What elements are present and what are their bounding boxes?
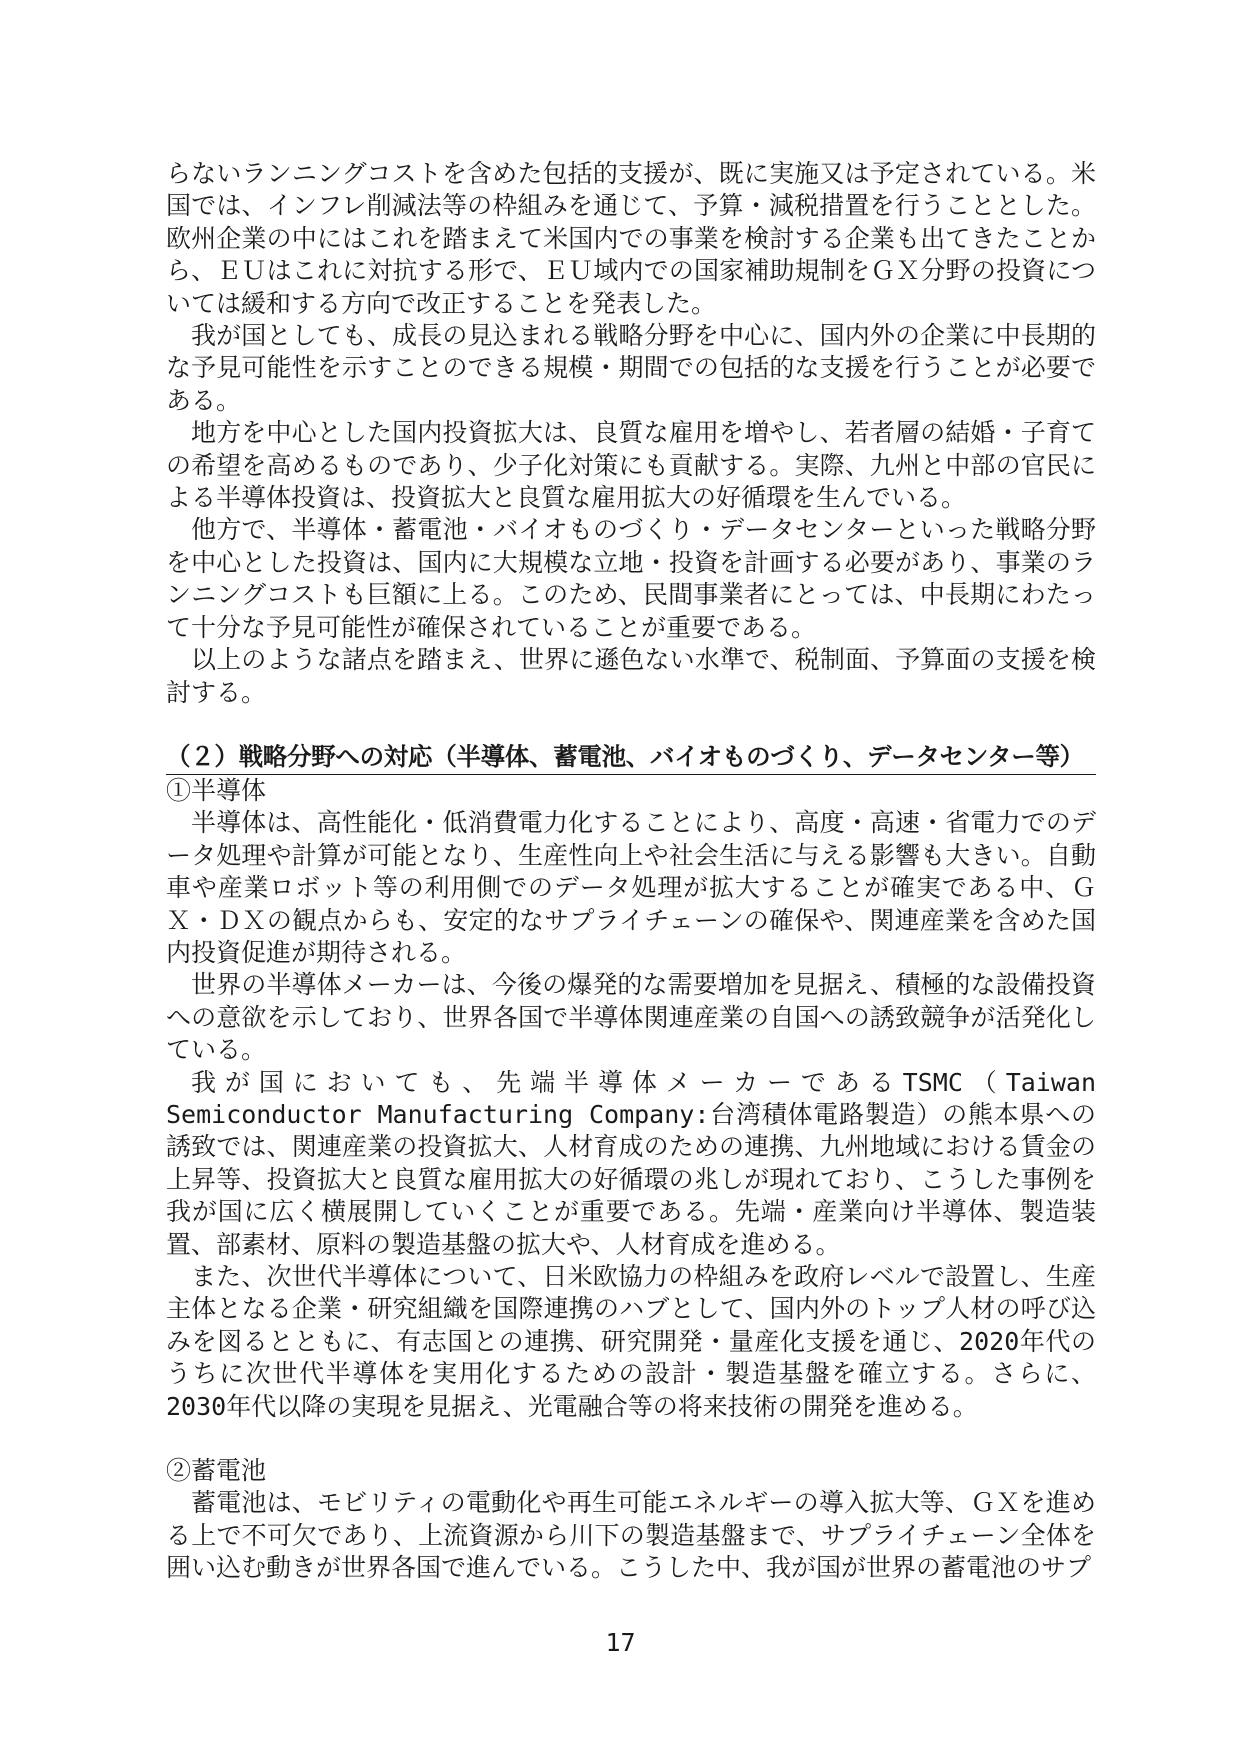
- paragraph: らないランニングコストを含めた包括的支援が、既に実施又は予定されている。米国では、インフレ削減法等の枠組みを通じて、予算・減税措置を行うこととした。欧州企業の中にはこれを踏まえて米国内での事業を検討する企業も出てきたことから、ＥＵはこれに対抗する形で、ＥＵ域内での国家補助規制をＧＸ分野の投資については緩和する方向で改正することを発表した。: [166, 159, 1096, 318]
- paragraph: 半導体は、高性能化・低消費電力化することにより、高度・高速・省電力でのデータ処理や計算が可能となり、生産性向上や社会生活に与える影響も大きい。自動車や産業ロボット等の利用側でのデータ処理が拡大することが確実である中、ＧＸ・ＤＸの観点からも、安定的なサプライチェーンの確保や、関連産業を含めた国内投資促進が期待される。: [166, 808, 1096, 967]
- spacer: [166, 709, 1096, 741]
- document-body: [166, 158, 1096, 1585]
- paragraph: 他方で、半導体・蓄電池・バイオものづくり・データセンターといった戦略分野を中心とした投資は、国内に大規模な立地・投資を計画する必要があり、事業のランニングコストも巨額に上る。このため、民間事業者にとっては、中長期にわたって十分な予見可能性が確保されていることが重要である。: [166, 515, 1096, 642]
- section-heading: （２）戦略分野への対応（半導体、蓄電池、バイオものづくり、データセンター等）: [166, 741, 1096, 775]
- spacer: [166, 1423, 1096, 1455]
- paragraph: 以上のような諸点を踏まえ、世界に遜色ない水準で、税制面、予算面の支援を検討する。: [166, 645, 1096, 707]
- paragraph: また、次世代半導体について、日米欧協力の枠組みを政府レベルで設置し、生産主体となる企業・研究組織を国際連携のハブとして、国内外のトップ人材の呼び込みを図るとともに、有志国との連携、研究開発・量産化支援を通じ、2020年代のうちに次世代半導体を実用化するための設計・製造基盤を確立する。さらに、2030年代以降の実現を見据え、光電融合等の将来技術の開発を進める。: [166, 1262, 1096, 1421]
- paragraph: 我が国においても、先端半導体メーカーであるTSMC（Taiwan Semiconductor Manufacturing Company:台湾積体電路製造）の熊本県への誘致では、関連産業の投資拡大、人材育成のための連携、九州地域における賃金の上昇等、投資拡大と良質な雇用拡大の好循環の兆しが現れており、こうした事例を我が国に広く横展開していくことが重要である。先端・産業向け半導体、製造装置、部素材、原料の製造基盤の拡大や、人材育成を進める。: [166, 1067, 1096, 1259]
- paragraph: 蓄電池は、モビリティの電動化や再生可能エネルギーの導入拡大等、ＧＸを進める上で不可欠であり、上流資源から川下の製造基盤まで、サプライチェーン全体を囲い込む動きが世界各国で進んでいる。こうした中、我が国が世界の蓄電池のサプ: [166, 1488, 1096, 1583]
- subsection-title-battery: ②蓄電池: [166, 1456, 267, 1486]
- page-number: 17: [605, 1628, 636, 1657]
- paragraph: 地方を中心とした国内投資拡大は、良質な雇用を増やし、若者層の結婚・子育ての希望を高めるものであり、少子化対策にも貢献する。実際、九州と中部の官民による半導体投資は、投資拡大と良質な雇用拡大の好循環を生んでいる。: [166, 418, 1096, 513]
- paragraph: 世界の半導体メーカーは、今後の爆発的な需要増加を見据え、積極的な設備投資への意欲を示しており、世界各国で半導体関連産業の自国への誘致競争が活発化している。: [166, 970, 1096, 1065]
- paragraph: 我が国としても、成長の見込まれる戦略分野を中心に、国内外の企業に中長期的な予見可能性を示すことのできる規模・期間での包括的な支援を行うことが必要である。: [166, 321, 1096, 415]
- subsection-title-semiconductor: ①半導体: [166, 775, 267, 805]
